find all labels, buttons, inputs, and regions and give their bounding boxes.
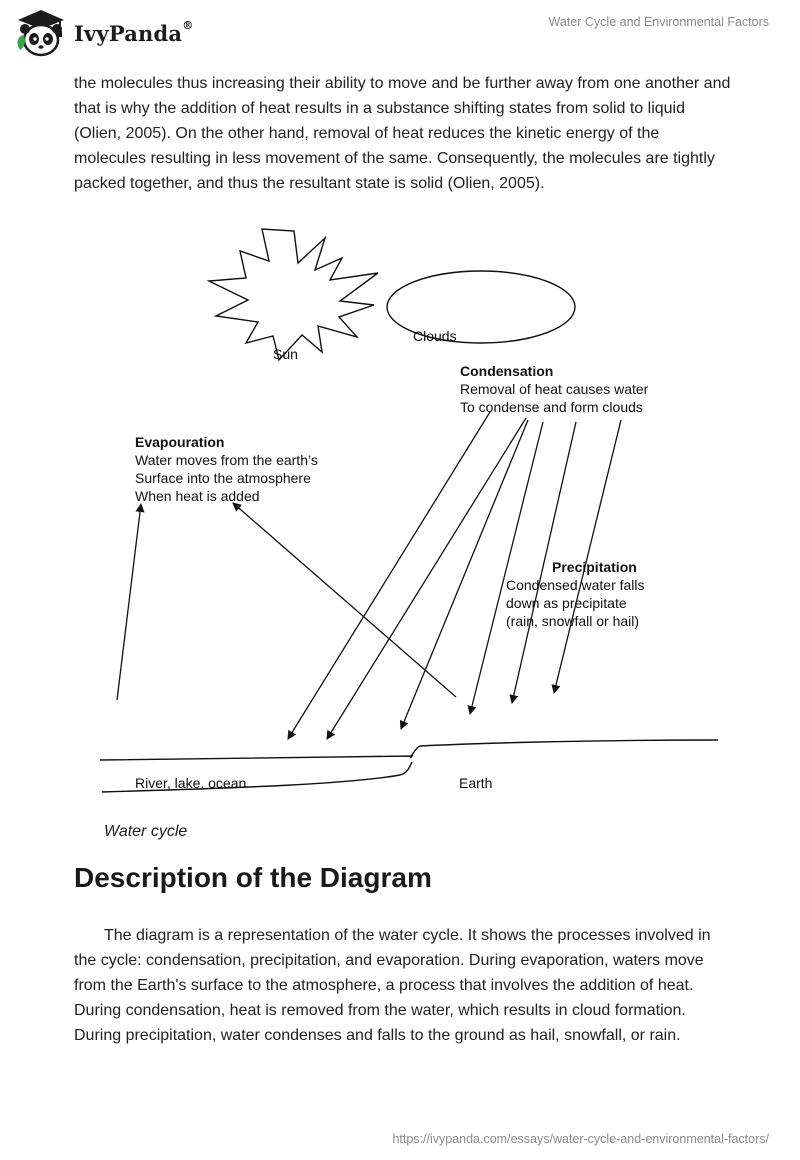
- condensation-arrow-3: [401, 420, 528, 729]
- running-title: Water Cycle and Environmental Factors: [548, 15, 769, 29]
- intro-paragraph: the molecules thus increasing their ability to move and be further away from one another and that is why the addition of heat results in a substance shifting states from solid to liquid (Olien, 2005). On the other hand, removal of heat reduces the kinetic energy of the molecules resulting in less movement of the same. Consequently, the molecules are tightly packed together, and thus the resultant state is solid (Olien, 2005).: [74, 75, 731, 192]
- earth-surface-line: [100, 740, 718, 760]
- precipitation-line-3: (rain, snowfall or hail): [506, 613, 640, 629]
- evaporation-line-2: Surface into the atmosphere: [135, 470, 311, 486]
- sun-shape: [209, 229, 378, 360]
- precipitation-line-1: Condensed water falls: [506, 577, 645, 593]
- evaporation-line-1: Water moves from the earth’s: [135, 452, 318, 468]
- sun-label: Sun: [273, 346, 298, 362]
- page-header: [0, 0, 800, 64]
- precipitation-arrow-3: [554, 420, 621, 693]
- condensation-line-1: Removal of heat causes water: [460, 381, 649, 397]
- precipitation-arrow-1: [470, 422, 543, 714]
- condensation-arrow-1: [288, 412, 490, 739]
- precipitation-title: Precipitation: [552, 559, 637, 575]
- source-url[interactable]: https://ivypanda.com/essays/water-cycle-and-environmental-factors/: [392, 1132, 769, 1146]
- figure-caption: Water cycle: [104, 823, 188, 840]
- evaporation-title: Evapouration: [135, 434, 225, 450]
- water-cycle-diagram: [90, 222, 730, 812]
- evaporation-line-3: When heat is added: [135, 488, 260, 504]
- brand-name: IvyPanda®: [74, 18, 194, 46]
- diagram-canvas: [90, 222, 730, 812]
- clouds-label: Clouds: [413, 328, 457, 344]
- section-heading: Description of the Diagram: [74, 862, 432, 893]
- condensation-title: Condensation: [460, 363, 554, 379]
- ivypanda-logo[interactable]: [14, 8, 193, 58]
- earth-label: Earth: [459, 775, 493, 791]
- description-paragraph: The diagram is a representation of the water cycle. It shows the processes involved in the cycle: condensation, precipitation, and evaporation. During evaporation, waters move from the Earth's surface to the atmosphere, a process that involves the addition of heat. During condensation, heat is removed from the water, which results in cloud formation. During precipitation, water condenses and falls to the ground as hail, snowfall, or rain.: [74, 927, 711, 1044]
- panda-graduate-icon: [14, 8, 68, 58]
- evaporation-arrow-center: [233, 503, 456, 697]
- evaporation-arrow-left: [117, 504, 141, 700]
- condensation-line-2: To condense and form clouds: [460, 399, 643, 415]
- water-body-label: River, lake, ocean: [135, 775, 247, 791]
- precipitation-line-2: down as precipitate: [506, 595, 627, 611]
- condensation-arrow-2: [327, 418, 526, 739]
